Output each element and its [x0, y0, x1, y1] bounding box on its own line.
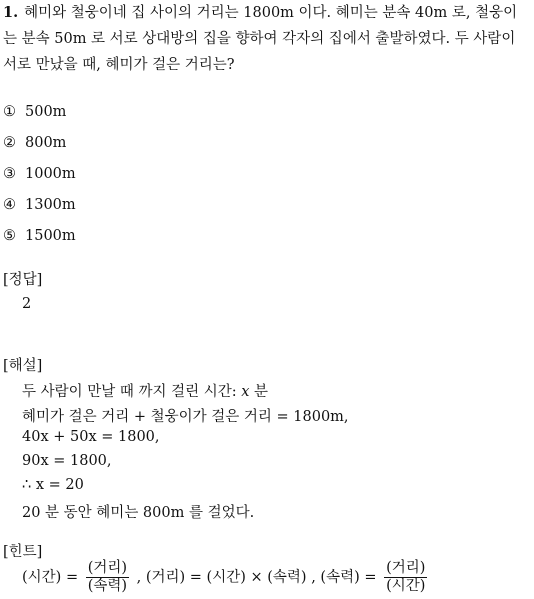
choice-3-mark: ③ [3, 166, 16, 182]
hint-distance-label: (거리) [145, 569, 186, 586]
explanation-line-3: 40x + 50x = 1800, [22, 429, 160, 445]
answer-heading: [정답] [3, 272, 43, 288]
hint-separator-1: , [136, 569, 142, 586]
choice-4-mark: ④ [3, 197, 16, 213]
choice-4-text: 1300m [25, 197, 76, 213]
hint-fraction-time-denominator: (속력) [87, 578, 128, 594]
explanation-heading: [해설] [3, 358, 43, 374]
hint-fraction-speed-numerator: (거리) [386, 560, 426, 576]
explanation-line-5: ∴ x = 20 [22, 477, 84, 493]
choice-5-mark: ⑤ [3, 228, 16, 244]
choice-2-text: 800m [25, 135, 67, 151]
choice-3-text: 1000m [25, 166, 76, 182]
hint-fraction-time [86, 560, 129, 595]
choice-5[interactable] [3, 228, 76, 244]
choice-3[interactable] [3, 166, 76, 182]
question-text: 혜미와 철웅이네 집 사이의 거리는 1800m 이다. 혜미는 분속 40m 로, 철웅이는 분속 50m 로 서로 상대방의 집을 향하여 각자의 집에서 출발하였다. 두 사람이 서로 만났을 때, 혜미가 걸은 거리는? [3, 5, 518, 73]
hint-eq-3: = [364, 569, 377, 586]
choice-4[interactable] [3, 197, 76, 213]
choice-1-text: 500m [25, 104, 67, 120]
hint-fraction-time-numerator: (거리) [87, 560, 128, 576]
explanation-line-6: 20 분 동안 혜미는 800m 를 걸었다. [22, 505, 255, 521]
hint-fraction-speed [384, 560, 427, 595]
hint-fraction-speed-denominator: (시간) [386, 578, 426, 594]
explanation-line-1-unit: 분 [254, 384, 269, 400]
explanation-line-1-var: x [241, 384, 250, 400]
hint-eq-1: = [65, 569, 79, 586]
hint-separator-2: , [311, 569, 316, 586]
explanation-line-1-text: 두 사람이 만날 때 까지 걸린 시간: [22, 384, 237, 400]
hint-speed-label: (속력) [320, 569, 360, 586]
choice-2-mark: ② [3, 135, 16, 151]
choice-2[interactable] [3, 135, 66, 151]
hint-time-label: (시간) [22, 569, 62, 586]
explanation-line-1 [22, 380, 268, 401]
explanation-line-2: 혜미가 걸은 거리 + 철웅이가 걸은 거리 = 1800m, [22, 409, 349, 425]
hint-formula-line [22, 560, 430, 595]
choice-1-mark: ① [3, 104, 16, 120]
answer-value: 2 [22, 296, 32, 312]
hint-heading: [힌트] [3, 544, 43, 560]
choice-1[interactable] [3, 104, 66, 120]
question-number: 1. [3, 4, 19, 21]
hint-eq-2: = (시간) × (속력) [189, 569, 307, 586]
question-text-block [3, 0, 531, 78]
explanation-line-4: 90x = 1800, [22, 453, 112, 469]
choice-5-text: 1500m [25, 228, 76, 244]
